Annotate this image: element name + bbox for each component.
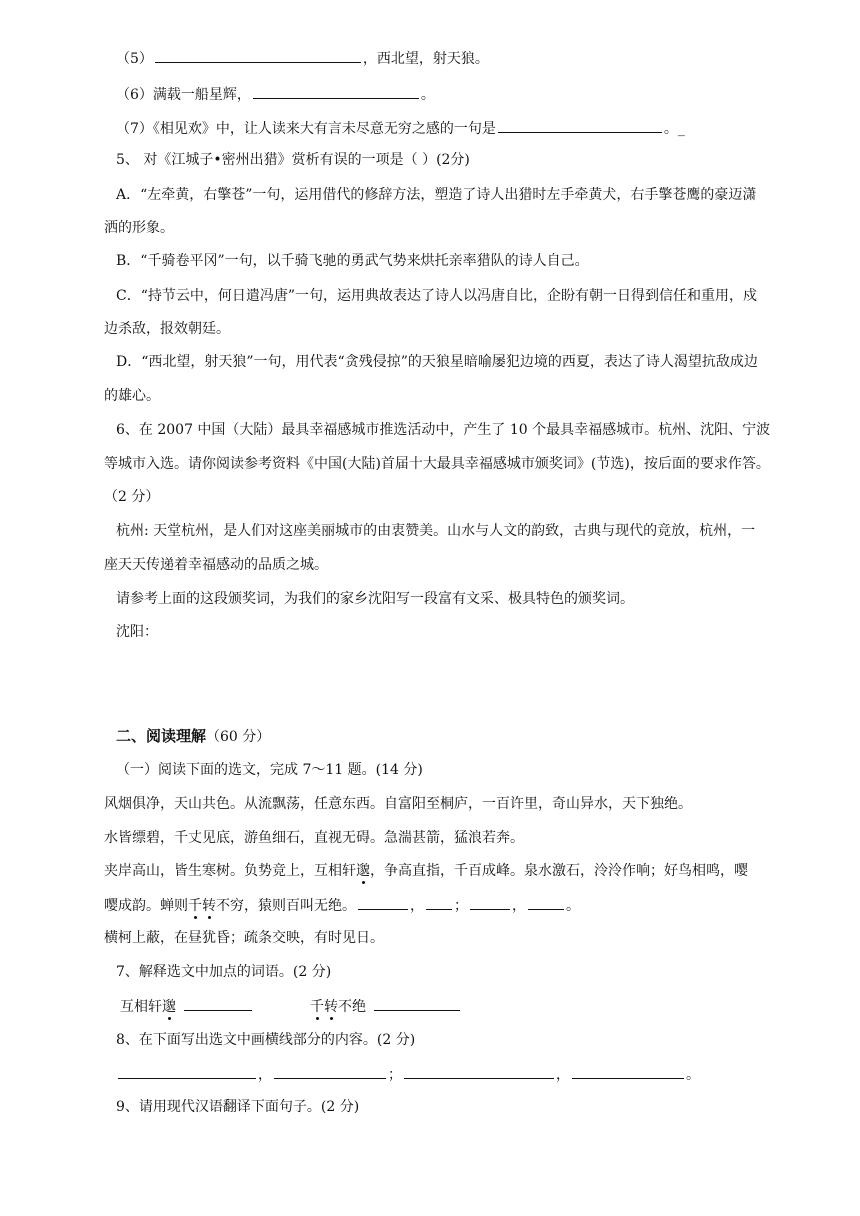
shenyang-label: 沈阳：	[116, 624, 158, 640]
term-text: 互相轩	[120, 999, 162, 1015]
punct: ，	[556, 1067, 570, 1083]
q7-end: 。_	[663, 121, 685, 137]
passage-p5: 横柯上蔽，在昼犹昏；疏条交映，有时见日。	[104, 930, 384, 946]
punct: ，	[258, 1067, 272, 1083]
punct: ；	[388, 1067, 402, 1083]
dotted-char: 转	[324, 999, 338, 1015]
dotted-char: 邈	[162, 999, 176, 1015]
question-7-stem: 7、解释选文中加点的词语。(2 分)	[116, 964, 332, 980]
dotted-char: 转	[202, 898, 216, 914]
passage-p1: 风烟俱净，天山共色。从流飘荡，任意东西。自富阳至桐庐，一百许里，奇山异水，天下独绝。	[104, 796, 692, 812]
answer-blank[interactable]	[253, 84, 419, 99]
question-9-stem: 9、请用现代汉语翻译下面句子。(2 分)	[116, 1099, 360, 1115]
underlined-blank	[426, 895, 452, 910]
q7-label: （7）《相见欢》中，让人读来大有言未尽意无穷之感的一句是	[116, 121, 496, 137]
q5-text: ，西北望，射天狼。	[362, 51, 489, 67]
answer-blank[interactable]	[498, 118, 662, 133]
blank-q5-line	[116, 48, 489, 69]
answer-blank[interactable]	[155, 48, 361, 63]
passage-text: 不穷，猿则百叫无绝。	[216, 898, 356, 914]
question-7-term-2	[310, 996, 462, 1017]
section-title: 二、阅读理解	[116, 727, 207, 745]
passage-p2: 水皆缥碧，千丈见底，游鱼细石，直视无碍。急湍甚箭，猛浪若奔。	[104, 830, 524, 846]
passage-text: 嘤成韵。蝉则	[104, 898, 188, 914]
option-c: C．“持节云中，何日遣冯唐”一句，运用典故表达了诗人以冯唐自比，企盼有朝一日得到信任和重用，戍	[116, 288, 758, 304]
question-6-line1: 6、在 2007 中国（大陆）最具幸福感城市推选活动中，产生了 10 个最具幸福感城市。杭州、沈阳、宁波	[116, 422, 771, 438]
punct: ，	[410, 898, 424, 914]
question-6-score: （2 分）	[104, 489, 160, 505]
dotted-char: 邈	[356, 863, 370, 879]
option-c-cont: 边杀敌，报效朝廷。	[104, 321, 230, 337]
underlined-blank	[358, 895, 408, 910]
answer-blank[interactable]	[572, 1064, 684, 1079]
question-5-stem: 5、 对《江城子•密州出猎》赏析有误的一项是（ ）(2分)	[116, 152, 470, 168]
section-2-heading	[116, 726, 270, 747]
section-score: （60 分）	[206, 729, 271, 745]
passage-p3	[104, 861, 748, 881]
hangzhou-line2: 座天天传递着幸福感动的品质之城。	[104, 557, 328, 573]
passage-p4	[104, 895, 580, 916]
dotted-char: 千	[310, 999, 324, 1015]
option-a-cont: 洒的形象。	[104, 220, 174, 236]
q5-label: （5）	[116, 51, 153, 67]
answer-blank[interactable]	[184, 996, 252, 1011]
term-text: 不绝	[338, 999, 366, 1015]
answer-area[interactable]	[116, 648, 776, 708]
subsection-1: （一）阅读下面的选文，完成 7～11 题。(14 分)	[116, 762, 423, 778]
punct: 。	[566, 898, 580, 914]
hangzhou-line1: 杭州: 天堂杭州，是人们对这座美丽城市的由衷赞美。山水与人文的韵致，古典与现代的竞放，杭州，一	[116, 523, 756, 539]
question-8-stem: 8、在下面写出选文中画横线部分的内容。(2 分)	[116, 1032, 416, 1048]
question-7-term-1	[120, 996, 254, 1017]
answer-blank[interactable]	[118, 1064, 256, 1079]
question-6-ask: 请参考上面的这段颁奖词，为我们的家乡沈阳写一段富有文采、极具特色的颁奖词。	[116, 591, 634, 607]
option-d: D．“西北望，射天狼”一句，用代表“贪残侵掠”的天狼星暗喻屡犯边境的西夏，表达了诗人渴望抗敌成边	[116, 354, 758, 370]
question-6-line2: 等城市入选。请你阅读参考资料《中国(大陆)首届十大最具幸福感城市颁奖词》(节选)，按后面的要求作答。	[104, 456, 770, 472]
underlined-blank	[470, 895, 510, 910]
punct: 。	[686, 1067, 700, 1083]
option-d-cont: 的雄心。	[104, 388, 160, 404]
option-a: A．“左牵黄，右擎苍”一句，运用借代的修辞方法，塑造了诗人出猎时左手牵黄犬，右手擎苍鹰的豪迈潇	[116, 187, 757, 203]
option-b: B．“千骑卷平冈”一句，以千骑飞驰的勇武气势来烘托亲率猎队的诗人自己。	[116, 253, 589, 269]
answer-blank[interactable]	[404, 1064, 554, 1079]
answer-blank[interactable]	[374, 996, 460, 1011]
punct: ；	[454, 898, 468, 914]
punct: ，	[512, 898, 526, 914]
question-8-blanks	[116, 1064, 700, 1085]
blank-q7-line	[116, 118, 685, 139]
passage-text: 夹岸高山，皆生寒树。负势竞上，互相轩	[104, 863, 356, 879]
q6-label: （6）满载一船星辉，	[116, 87, 251, 103]
dotted-char: 千	[188, 898, 202, 914]
passage-text: ，争高直指，千百成峰。泉水激石，泠泠作响；好鸟相鸣，嘤	[370, 863, 748, 879]
blank-q6-line	[116, 84, 435, 105]
q6-end: 。	[420, 87, 435, 103]
answer-blank[interactable]	[274, 1064, 386, 1079]
underlined-blank	[528, 895, 564, 910]
